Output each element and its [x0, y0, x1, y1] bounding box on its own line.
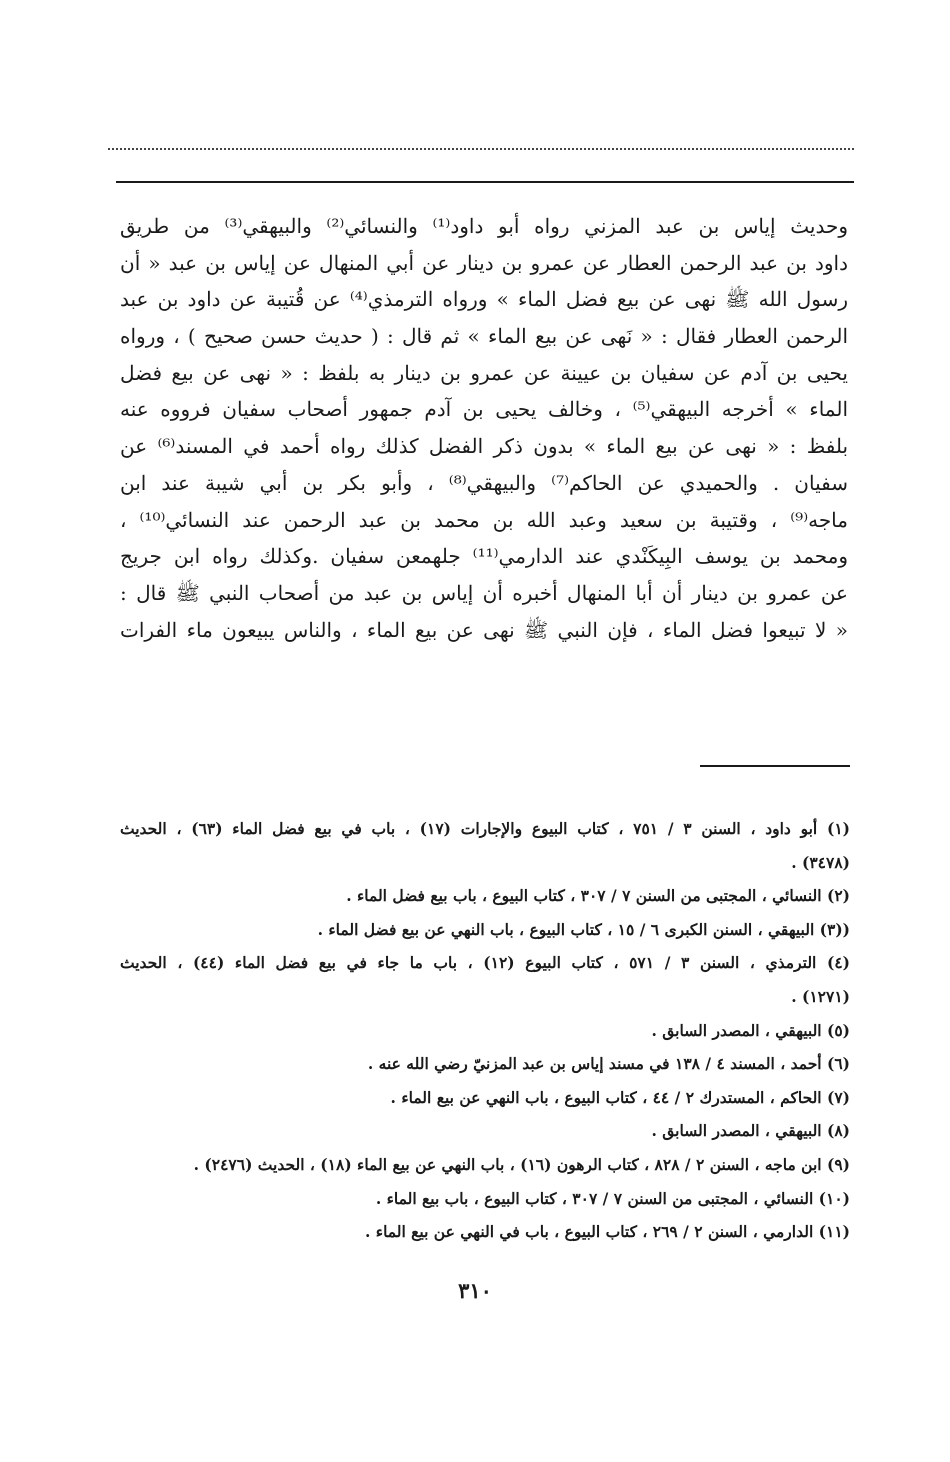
footnote-5: (٥) البيهقي ، المصدر السابق . — [651, 1020, 850, 1040]
footnote-7: (٧) الحاكم ، المستدرك ٢ / ٤٤ ، كتاب البيوع ، باب النهي عن بيع الماء . — [390, 1087, 850, 1107]
body-line-10: ومحمد بن يوسف البِيكَنْدي عند الدارمي⁽¹¹⁾ جلهمعن سفيان .وكذلك رواه ابن جريج — [120, 544, 848, 569]
body-line-7: بلفظ : « نهى عن بيع الماء » بدون ذكر الفضل كذلك رواه أحمد في المسند⁽⁶⁾ عن — [120, 434, 848, 459]
footnote-8: (٨) البيهقي ، المصدر السابق . — [651, 1121, 850, 1141]
body-line-8: سفيان . والحميدي عن الحاكم⁽⁷⁾ والبيهقي⁽⁸⁾ ، وأبو بكر بن أبي شيبة عند ابن — [120, 470, 848, 495]
footnote-3: ((٣) البيهقي ، السنن الكبرى ٦ / ١٥ ، كتاب البيوع ، باب النهي عن بيع فضل الماء . — [317, 919, 850, 939]
footnote-2: (٢) النسائي ، المجتبى من السنن ٧ / ٣٠٧ ، كتاب البيوع ، باب بيع فضل الماء . — [346, 886, 850, 906]
footnote-9: (٩) ابن ماجه ، السنن ٢ / ٨٢٨ ، كتاب الرهون (١٦) ، باب النهي عن بيع الماء (١٨) ، الحديث (٢٤٧٦) . — [193, 1154, 850, 1174]
body-line-5: يحيى بن آدم عن سفيان بن عيينة عن عمرو بن دينار به بلفظ : « نهى عن بيع فضل — [120, 360, 848, 385]
footnote-1-continued: (٣٤٧٨) . — [791, 852, 850, 872]
body-line-4: الرحمن العطار فقال : « نَهى عن بيع الماء » ثم قال : ( حديث حسن صحيح ) ، ورواه — [120, 324, 848, 349]
main-text — [120, 208, 848, 648]
body-line-1: وحديث إياس بن عبد المزني رواه أبو داود⁽¹⁾ والنسائي⁽²⁾ والبيهقي⁽³⁾ من طريق — [120, 214, 848, 238]
header-solid-rule — [116, 181, 854, 183]
body-line-11: عن عمرو بن دينار أن أبا المنهال أخبره أن إياس بن عبد من أصحاب النبي ﷺ قال : — [120, 580, 848, 605]
footnote-4-continued: (١٢٧١) . — [791, 986, 850, 1006]
footnote-11: (١١) الدارمي ، السنن ٢ / ٢٦٩ ، كتاب البيوع ، باب في النهي عن بيع الماء . — [364, 1222, 850, 1242]
footnotes — [120, 812, 850, 1249]
footnote-1: (١) أبو داود ، السنن ٣ / ٧٥١ ، كتاب البيوع والإجارات (١٧) ، باب في بيع فضل الماء (٦٣) ، الحديث — [120, 819, 850, 838]
body-line-3: رسول الله ﷺ نهى عن بيع فضل الماء » ورواه الترمذي⁽⁴⁾ عن قُتيبة عن داود بن عبد — [120, 287, 848, 312]
footnote-4: (٤) الترمذي ، السنن ٣ / ٥٧١ ، كتاب البيوع (١٢) ، باب ما جاء في بيع فضل الماء (٤٤) ، الحديث — [120, 953, 850, 973]
page-number: ٣١٠ — [458, 1278, 492, 1303]
body-line-9: ماجه⁽⁹⁾ ، وقتيبة بن سعيد وعبد الله بن محمد بن عبد الرحمن عند النسائي⁽¹⁰⁾ ، — [120, 507, 848, 532]
body-line-6: الماء » أخرجه البيهقي⁽⁵⁾ ، وخالف يحيى بن آدم جمهور أصحاب سفيان فرووه عنه — [120, 397, 848, 422]
body-line-2: داود بن عبد الرحمن العطار عن عمرو بن دينار عن أبي المنهال عن إياس بن عبد « أن — [120, 250, 848, 275]
body-line-12: « لا تبيعوا فضل الماء ، فإن النبي ﷺ نهى عن بيع الماء ، والناس يبيعون ماء الفرات — [120, 617, 848, 642]
footnote-10: (١٠) النسائي ، المجتبى من السنن ٧ / ٣٠٧ ، كتاب البيوع ، باب بيع الماء . — [375, 1188, 850, 1208]
header-dotted-rule — [108, 148, 854, 150]
footnote-separator — [700, 765, 850, 767]
footnote-6: (٦) أحمد ، المسند ٤ / ١٣٨ في مسند إياس بن عبد المزنيّ رضي الله عنه . — [367, 1054, 850, 1074]
